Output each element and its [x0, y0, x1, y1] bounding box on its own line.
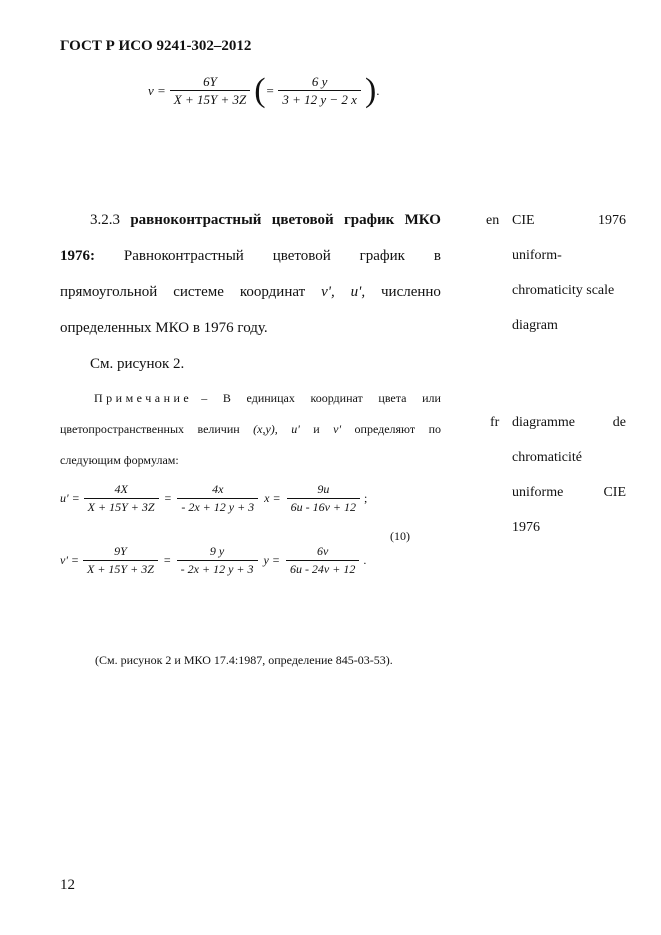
equation-v-prime: v' = $\frac{9Y}{X + 15Y + 3Z}$ = $\frac{9 y}{- 2x + 12 y + 3}$ y = $\frac{6v}{6u - 24v + 12}$ . [60, 544, 367, 576]
note-line-3: следующим формулам: [60, 453, 179, 467]
page-number: 12 [60, 877, 75, 893]
right-paren: ) [364, 71, 377, 109]
term-language-fr: fr [490, 415, 500, 430]
note-line-2: цветопространственных величин (x,y), u' и v' определяют по [60, 422, 441, 436]
eq-v-fraction-1: $\frac{6Y}{X + 15Y + 3Z}$ [170, 74, 250, 107]
equation-number: (10) [390, 529, 410, 543]
note [60, 383, 441, 476]
note-line-1: Примечание – В единицах координат цвета или [94, 391, 441, 405]
section-number: 3.2.3 [90, 212, 120, 228]
term-en: CIE 1976 uniform- chromaticity scale diagram [512, 213, 626, 333]
term-fr: diagramme de chromaticité uniforme CIE 1976 [512, 415, 626, 535]
see-figure: См. рисунок 2. [90, 356, 185, 372]
section-definition [60, 202, 441, 382]
reference-note: (См. рисунок 2 и МКО 17.4:1987, определение 845-03-53). [95, 653, 393, 667]
section-line-2: 1976: Равноконтрастный цветовой график в [60, 238, 441, 274]
left-paren: ( [254, 71, 266, 109]
note-label: Примечание [94, 391, 193, 405]
eq-v-fraction-2: $\frac{6 y}{3 + 12 y - 2 x}$ [278, 74, 361, 107]
eq-v-equals: = [265, 82, 275, 98]
section-line-3: прямоугольной системе координат v', u', численно [60, 284, 441, 300]
section-line-1: 3.2.3 равноконтрастный цветовой график МКО [60, 202, 441, 238]
equation-v: v = $\frac{6Y}{X + 15Y + 3Z}$ ( = $\frac{6 y}{3 + 12 y - 2 x}$ ) . [148, 71, 380, 109]
section-title-end: 1976: [60, 248, 95, 264]
equation-u-prime: u' = $\frac{4X}{X + 15Y + 3Z}$ = $\frac{4x}{- 2x + 12 y + 3}$ x = $\frac{9u}{6u - 16v + 12}$ ; [60, 482, 368, 514]
eq-v-lhs: v = [148, 82, 166, 98]
term-language-en: en [486, 213, 500, 228]
document-header: ГОСТ Р ИСО 9241-302–2012 [60, 38, 252, 54]
section-line-4: определенных МКО в 1976 году. [60, 320, 268, 336]
